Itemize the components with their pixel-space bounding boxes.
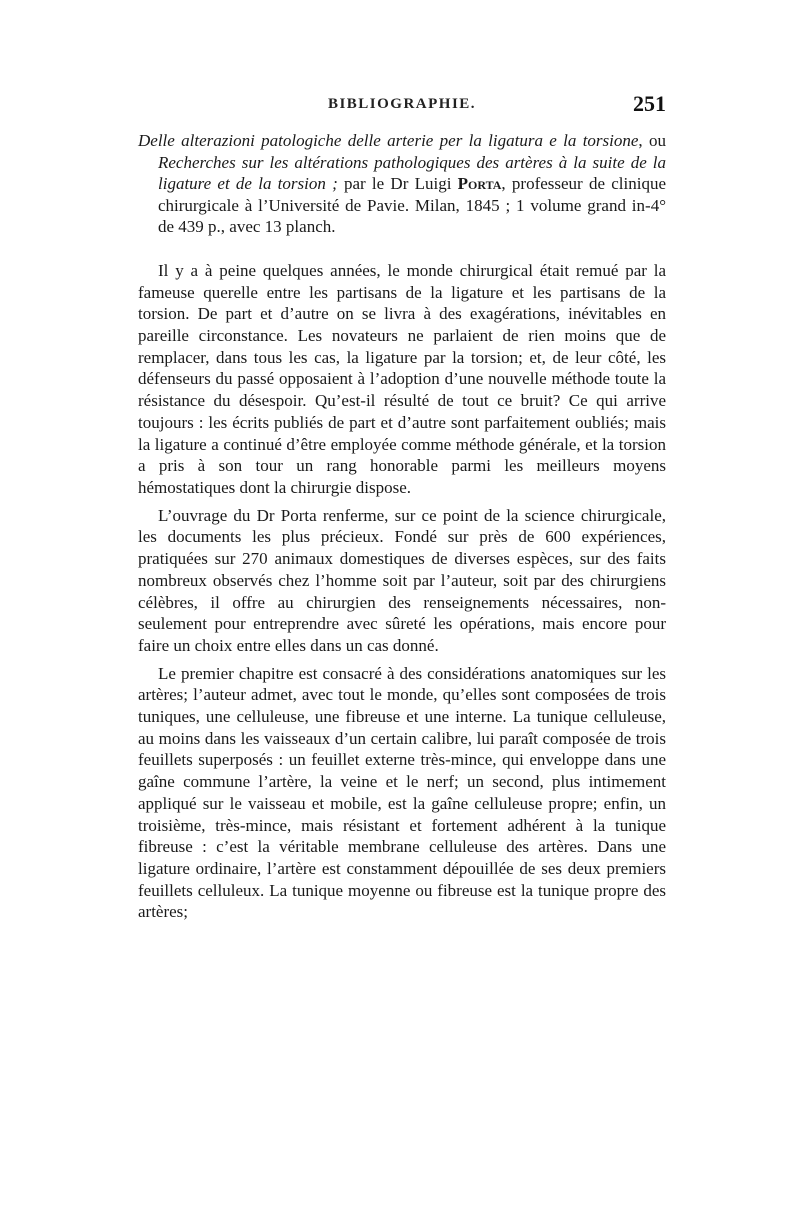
citation-subtitle: Recherches sur les altérations pathologiques des artères à la suite de la ligature et de la torsion ; [158,152,666,194]
review-body [138,260,666,923]
paragraph: Le premier chapitre est consacré à des considérations anatomiques sur les artères; l’auteur admet, avec tout le monde, qu’elles sont composées de trois tuniques, une celluleuse, une fibreuse et une interne. La tunique celluleuse, au moins dans les vaisseaux d’un certain calibre, lui paraît composée de trois feuillets superposés : un feuillet externe très-mince, qui enveloppe dans une gaîne commune l’artère, la veine et le nerf; un second, plus intimement appliqué sur le vaisseau et mobile, est la gaîne celluleuse propre; enfin, un troisième, très-mince, mais résistant et fortement adhérent à la tunique fibreuse : c’est la véritable membrane celluleuse des artères. Dans une ligature ordinaire, l’artère est constamment dépouillée de ses deux premiers feuillets celluleux. La tunique moyenne ou fibreuse est la tunique propre des artères; [138,663,666,922]
book-page [138,91,666,929]
bibliographic-citation [138,130,666,238]
citation-author-surname: Porta [457,174,502,194]
page-number: 251 [633,91,666,116]
citation-connector: , ou [638,131,666,150]
citation-by: par le Dr Luigi [337,174,458,194]
running-title: BIBLIOGRAPHIE. [327,96,477,112]
paragraph: L’ouvrage du Dr Porta renferme, sur ce point de la science chirurgicale, les documents les plus précieux. Fondé sur près de 600 expériences, pratiquées sur 270 animaux domestiques de diverses espèces, sur des faits nombreux observés chez l’homme soit par l’auteur, soit par des chirurgiens célèbres, il offre au chirurgien des renseignements nécessaires, non-seulement pour entreprendre avec sûreté les opérations, mais encore pour faire un choix entre elles dans un cas donné. [138,505,666,655]
citation-details: , professeur de clinique chirurgicale à l’Université de Pavie. Milan, 1845 ; 1 volume grand in-4° de 439 p., avec 13 planch. [158,174,666,237]
citation-title: Delle alterazioni patologiche delle arterie per la ligatura e la torsione [138,131,639,150]
paragraph: Il y a à peine quelques années, le monde chirurgical était remué par la fameuse querelle entre les partisans de la ligature et les partisans de la torsion. De part et d’autre on se livra à des exagérations, inévitables en pareille circonstance. Les novateurs ne parlaient de rien moins que de remplacer, dans tous les cas, la ligature par la torsion; et, de leur côté, les défenseurs du passé opposaient à l’adoption d’une nouvelle méthode toute la résistance du désespoir. Qu’est-il résulté de tout ce bruit? Ce qui arrive toujours : les écrits publiés de part et d’autre sont parfaitement oubliés; mais la ligature a continué d’être employée comme méthode générale, et la torsion a pris à son tour un rang honorable parmi les meilleurs moyens hémostatiques dont la chirurgie dispose. [138,260,666,497]
running-head [138,91,666,130]
